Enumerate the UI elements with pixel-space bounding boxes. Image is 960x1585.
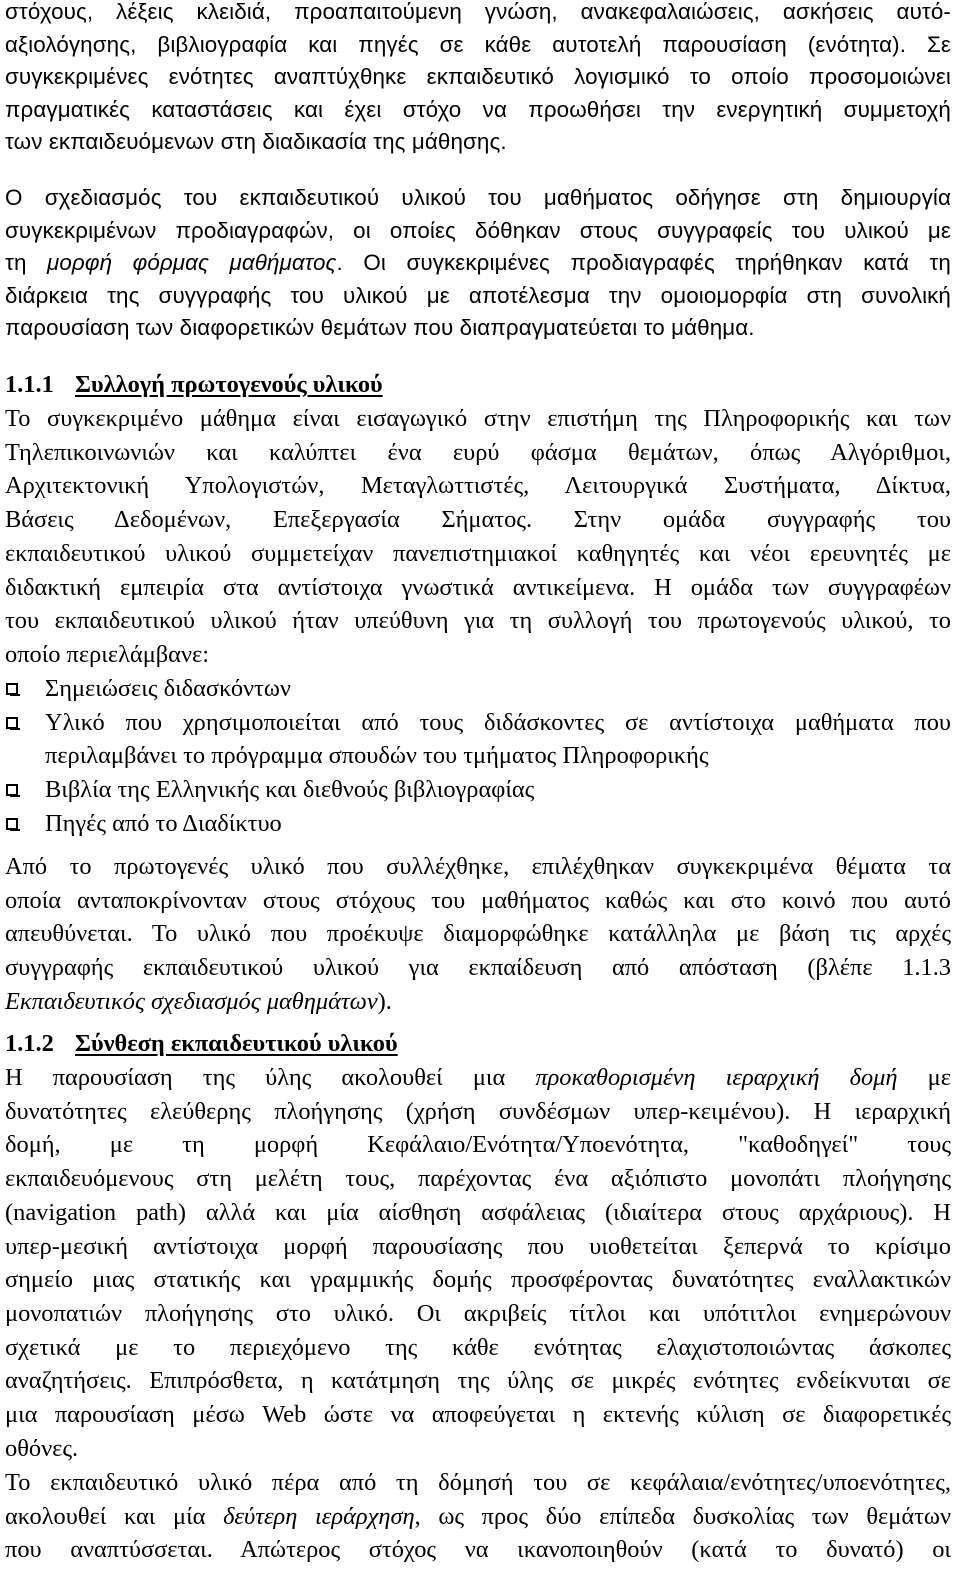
italic-term: μορφή φόρμας μαθήματος [47, 250, 337, 276]
text-line: Από το πρωτογενές υλικό που συλλέχθηκε, επιλέχθηκαν συγκεκριμένα θέματα τα [5, 853, 951, 880]
text-line: Το εκπαιδευτικό υλικό πέρα από τη δόμησή του σε κεφάλαια/ενότητες/υποενότητες, [5, 1469, 951, 1496]
bullet-list [5, 672, 951, 841]
text-run: Η παρουσίαση της ύλης ακολουθεί μια [5, 1064, 536, 1091]
list-item-text: Βιβλία της Ελληνικής και διεθνούς βιβλιογραφίας [45, 776, 535, 804]
list-item-text: Σημειώσεις διδασκόντων [45, 675, 291, 702]
text-line: απευθύνεται. Το υλικό που προέκυψε διαμορφώθηκε κατάλληλα με βάση τις αρχές [5, 920, 951, 948]
selection-paragraph [5, 850, 951, 1019]
text-run: με [897, 1064, 951, 1091]
text-run: ). [377, 987, 392, 1015]
text-line: διάρκεια της συγγραφής του υλικού με αποτέλεσμα την ομοιομορφία στη συνολική [5, 282, 951, 308]
text-run: . Οι συγκεκριμένες προδιαγραφές τηρήθηκαν κατά τη [336, 250, 951, 276]
text-line: συγκεκριμένων προδιαγραφών, οι οποίες δόθηκαν στους συγγραφείς του υλικού με [5, 217, 951, 243]
checkbox-bullet-icon [6, 683, 18, 695]
text-line: οποίο περιελάμβανε: [5, 640, 210, 668]
text-line: Τηλεπικοινωνιών και καλύπτει ένα ευρύ φάσμα θεμάτων, όπως Αλγόριθμοι, [5, 438, 951, 466]
list-item [5, 773, 951, 807]
text-line: δομή, με τη μορφή Κεφάλαιο/Ενότητα/Υποενότητα, "καθοδηγεί" τους [5, 1131, 951, 1159]
text-line: συγγραφής εκπαιδευτικού υλικού για εκπαίδευση από απόσταση (βλέπε 1.1.3 [5, 954, 951, 982]
list-item [5, 807, 951, 841]
checkbox-bullet-icon [6, 818, 18, 830]
list-item-text: Υλικό που χρησιμοποιείται από τους διδάσκοντες σε αντίστοιχα μαθήματα που [45, 708, 951, 736]
text-line: Βάσεις Δεδομένων, Επεξεργασία Σήματος. Στην ομάδα συγγραφής του [5, 506, 951, 534]
list-item [5, 672, 951, 706]
text-line [5, 985, 951, 1019]
list-item [5, 706, 951, 773]
checkbox-bullet-icon [6, 717, 18, 729]
section-title: Συλλογή πρωτογενούς υλικού [75, 371, 383, 398]
list-item-text: Πηγές από το Διαδίκτυο [45, 809, 282, 837]
text-line: υπερ-μεσική αντίστοιχα μορφή παρουσίασης που υιοθετείται ξεπερνά το κρίσιμο [5, 1232, 951, 1260]
text-line: σχετικά με το περιεχόμενο της κάθε ενότητας ελαχιστοποιώντας άσκοπες [5, 1333, 951, 1361]
italic-term: δεύτερη ιεράρχηση [223, 1502, 415, 1530]
section-title: Σύνθεση εκπαιδευτικού υλικού [75, 1030, 398, 1057]
text-line: οποία ανταποκρίνονταν στους στόχους του μαθήματος καθώς και στο κοινό που αυτό [5, 886, 951, 914]
section-heading-1-1-1 [5, 368, 951, 402]
text-line: μια παρουσίαση μέσω Web ώστε να αποφεύγεται η εκτενής κύλιση σε διαφορετικές [5, 1401, 951, 1429]
intro-paragraph [5, 0, 951, 159]
text-line: εκπαιδευόμενους στη μελέτη τους, παρέχοντας ένα αξιόπιστο μονοπάτι πλοήγησης [5, 1165, 951, 1193]
section-1-body [5, 402, 951, 672]
text-line: δυνατότητες ελεύθερης πλοήγησης (χρήση συνδέσμων υπερ-κειμένου). Η ιεραρχική [5, 1097, 951, 1125]
text-line: του εκπαιδευτικού υλικού ήταν υπεύθυνη για τη συλλογή του πρωτογενούς υλικού, το [5, 607, 951, 635]
text-run: τη [5, 250, 48, 276]
text-line: αναζητήσεις. Επιπρόσθετα, η κατάτμηση της ύλης σε μικρές ενότητες ενδείκνυται σε [5, 1367, 951, 1395]
text-line: που αναπτύσσεται. Απώτερος στόχος να ικανοποιηθούν (κατά το δυνατό) οι [5, 1536, 951, 1564]
text-line [5, 1061, 951, 1095]
checkbox-bullet-icon [6, 784, 18, 796]
text-line: των εκπαιδευόμενων στη διαδικασία της μάθησης. [5, 129, 507, 155]
text-line: οθόνες. [5, 1434, 79, 1462]
text-line [5, 1500, 951, 1534]
text-line: παρουσίαση των διαφορετικών θεμάτων που διαπραγματεύεται το μάθημα. [5, 315, 755, 341]
text-line: Ο σχεδιασμός του εκπαιδευτικού υλικού του μαθήματος οδήγησε στη δημιουργία [5, 185, 951, 210]
list-item-text: περιλαμβάνει το πρόγραμμα σπουδών του τμήματος Πληροφορικής [45, 742, 709, 770]
text-line: Αρχιτεκτονική Υπολογιστών, Μεταγλωττιστές, Λειτουργικά Συστήματα, Δίκτυα, [5, 472, 951, 500]
text-line: πραγματικές καταστάσεις και έχει στόχο να προωθήσει την ενεργητική συμμετοχή [5, 96, 951, 122]
italic-term: προκαθορισμένη ιεραρχική δομή [535, 1064, 898, 1091]
text-run: ακολουθεί και μία [5, 1502, 224, 1530]
section-heading-1-1-2 [5, 1027, 951, 1061]
text-line: συγκεκριμένες ενότητες αναπτύχθηκε εκπαιδευτικό λογισμικό το οποίο προσομοιώνει [5, 64, 951, 90]
text-line: σημείο μιας στατικής και γραμμικής δομής προσφέροντας δυνατότητες εναλλακτικών [5, 1266, 951, 1294]
text-run: , ως προς δύο επίπεδα δυσκολίας των θεμάτων [414, 1502, 951, 1530]
text-line: (navigation path) αλλά και μία αίσθηση ασφάλειας (ιδιαίτερα στους αρχάριους). Η [5, 1198, 951, 1226]
section-2-body [5, 1061, 951, 1465]
text-line: εκπαιδευτικού υλικού συμμετείχαν πανεπιστημιακοί καθηγητές και νέοι ερευνητές με [5, 539, 951, 567]
final-paragraph [5, 1466, 951, 1567]
text-line: στόχους, λέξεις κλειδιά, προαπαιτούμενη γνώση, ανακεφαλαιώσεις, ασκήσεις αυτό- [5, 0, 951, 24]
text-line: Το συγκεκριμένο μάθημα είναι εισαγωγικό στην επιστήμη της Πληροφορικής και των [5, 405, 951, 432]
section-number: 1.1.2 [5, 1030, 54, 1057]
italic-term: Εκπαιδευτικός σχεδιασμός μαθημάτων [5, 987, 378, 1015]
text-line: αξιολόγησης, βιβλιογραφία και πηγές σε κάθε αυτοτελή παρουσίαση (ενότητα). Σε [5, 31, 951, 57]
text-line [5, 247, 951, 280]
design-paragraph [5, 182, 951, 345]
text-line: μονοπατιών πλοήγησης στο υλικό. Οι ακριβείς τίτλοι και υπότιτλοι ενημερώνουν [5, 1299, 951, 1327]
text-line: διδακτική εμπειρία στα αντίστοιχα γνωστικά αντικείμενα. Η ομάδα των συγγραφέων [5, 573, 951, 601]
section-number: 1.1.1 [5, 371, 54, 398]
